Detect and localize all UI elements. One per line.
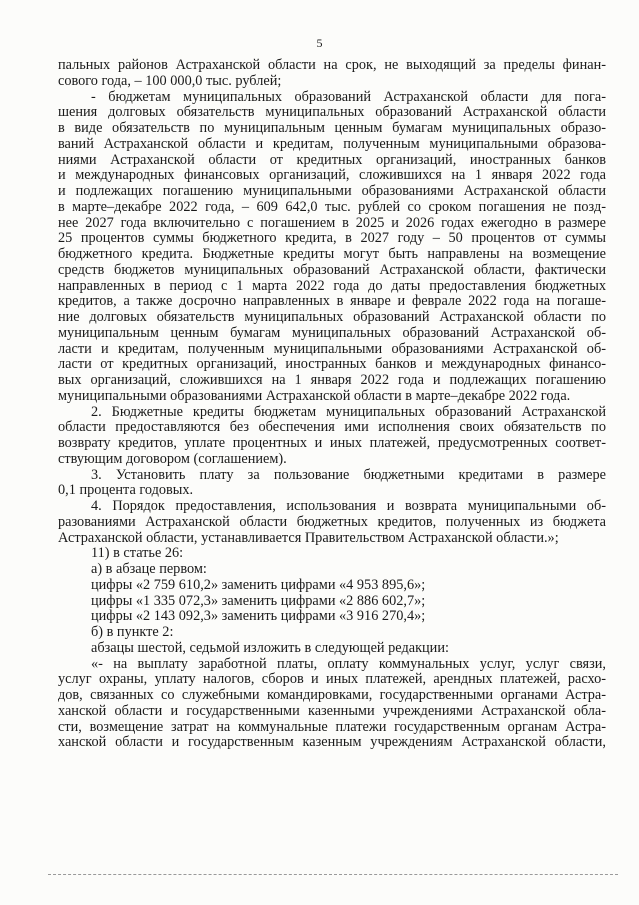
text-line: 25 процентов суммы бюджетного кредита, в 2027 году – 50 процентов от суммы xyxy=(58,230,606,247)
text-line: - бюджетам муниципальных образований Астраханской области для пога- xyxy=(91,88,606,105)
text-line: в марте–декабре 2022 года, – 609 642,0 тыс. рублей со сроком погашения не позд- xyxy=(58,198,606,215)
text-line: сового года, – 100 000,0 тыс. рублей; xyxy=(58,72,282,89)
text-line: «- на выплату заработной платы, оплату коммунальных услуг, услуг связи, xyxy=(91,655,606,672)
text-line: цифры «1 335 072,3» заменить цифрами «2 886 602,7»; xyxy=(91,592,426,609)
text-line: ние долговых обязательств муниципальных образований Астраханской области по xyxy=(58,309,606,325)
text-line: 11) в статье 26: xyxy=(91,545,184,562)
page-number: 5 xyxy=(316,36,323,50)
text-line: и международных финансовых организаций, сложившихся на 1 января 2022 года xyxy=(58,167,606,184)
text-line: 4. Порядок предоставления, использования и возврата муниципальными об- xyxy=(91,498,606,514)
text-line: ствующим договором (соглашением). xyxy=(58,450,287,467)
text-line: ханской области и государственным казенным учреждениям Астраханской области, xyxy=(58,734,606,751)
text-line: ласти от кредитных организаций, иностранных банков и международных финансо- xyxy=(58,356,606,373)
text-line: цифры «2 143 092,3» заменить цифрами «3 916 270,4»; xyxy=(91,608,426,625)
text-line: сти, возмещение затрат на коммунальные платежи государственным органам Астра- xyxy=(58,718,606,735)
footer-divider xyxy=(48,874,618,875)
text-line: 2. Бюджетные кредиты бюджетам муниципальных образований Астраханской xyxy=(91,403,606,420)
text-line: и подлежащих погашению муниципальными образованиями Астраханской области xyxy=(58,183,606,199)
text-line: б) в пункте 2: xyxy=(91,624,174,640)
text-line: муниципальным ценным бумагам муниципальных образований Астраханской об- xyxy=(58,324,606,341)
text-line: кредитов, а также досрочно направленных в январе и феврале 2022 года на погаше- xyxy=(58,293,606,310)
text-line: муниципальными образованиями Астраханской области в марте–декабре 2022 года. xyxy=(58,387,571,404)
text-line: а) в абзаце первом: xyxy=(91,561,207,577)
text-line: области предоставляются без обеспечения ими исполнения своих обязательств по xyxy=(58,419,606,436)
text-line: нее 2027 года включительно с погашением в 2025 и 2026 годах ежегодно в размере xyxy=(58,214,606,231)
text-line: разованиями Астраханской области бюджетных кредитов, полученных из бюджета xyxy=(58,513,606,530)
text-line: 3. Установить плату за пользование бюджетными кредитами в размере xyxy=(91,466,606,483)
text-line: средств бюджетов муниципальных образований Астраханской области, фактически xyxy=(58,261,606,278)
text-line: цифры «2 759 610,2» заменить цифрами «4 953 895,6»; xyxy=(91,576,426,593)
text-line: ханской области и государственными казенными учреждениями Астраханской обла- xyxy=(58,702,606,719)
text-line: Астраханской области, устанавливается Правительством Астраханской области.»; xyxy=(58,529,559,546)
text-line: ниями Астраханской области от кредитных организаций, иностранных банков xyxy=(58,151,606,168)
text-line: возврату кредитов, уплате процентных и иных платежей, предусмотренных соответ- xyxy=(58,435,606,451)
text-line: пальных районов Астраханской области на срок, не выходящий за пределы финан- xyxy=(58,57,606,73)
text-line: 0,1 процента годовых. xyxy=(58,482,194,499)
text-line: услуг охраны, уплату налогов, сборов и иных платежей, арендных платежей, расхо- xyxy=(58,671,606,688)
text-line: ласти и кредитам, полученным муниципальными образованиями Астраханской об- xyxy=(58,340,606,357)
text-line: шения долговых обязательств муниципальных образований Астраханской области xyxy=(58,104,606,121)
text-line: бюджетного кредита. Бюджетные кредиты могут быть направлены на возмещение xyxy=(58,246,606,262)
text-line: в виде обязательств по муниципальным ценным бумагам муниципальных образо- xyxy=(58,120,606,136)
text-line: вых организаций, сложившихся на 1 января 2022 года и подлежащих погашению xyxy=(58,372,606,388)
text-line: дов, связанных со служебными командировками, государственными органами Астра- xyxy=(58,687,606,703)
text-line: направленных в период с 1 марта 2022 года до даты предоставления бюджетных xyxy=(58,277,606,294)
text-line: абзацы шестой, седьмой изложить в следующей редакции: xyxy=(91,639,449,656)
document-body xyxy=(58,58,606,751)
text-line: ваний Астраханской области и кредитам, полученным муниципальными образова- xyxy=(58,135,606,152)
